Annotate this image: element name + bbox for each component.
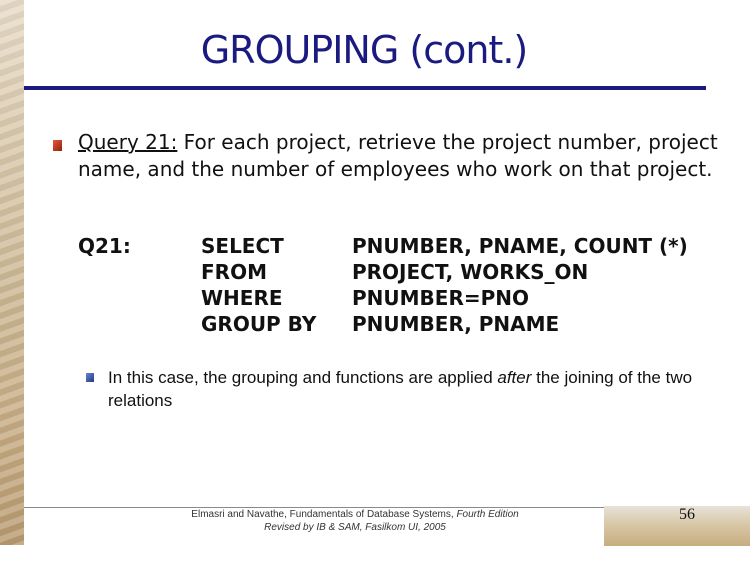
footer-citation-line1: Elmasri and Navathe, Fundamentals of Database Systems, [191,509,457,520]
footer-citation [160,508,550,534]
note-emphasis: after [497,368,532,387]
note-after: the joining of the two relations [108,368,693,410]
sql-keyword-select: SELECT [201,234,284,258]
footer-edition: Fourth Edition [456,509,519,520]
note-text [108,366,728,412]
page-number: 56 [679,506,695,523]
query-text: For each project, retrieve the project number, project name, and the number of employees who work on that project. [78,130,718,181]
bullet-icon [53,140,62,151]
sql-query-label: Q21: [78,234,131,258]
sql-from-list: PROJECT, WORKS_ON [352,260,589,284]
sql-where-condition: PNUMBER=PNO [352,286,530,310]
sql-keyword-where: WHERE [201,286,283,310]
title-underline [24,86,706,90]
sql-group-by-list: PNUMBER, PNAME [352,312,560,336]
background-sand-strip [0,0,24,545]
slide-title: GROUPING (cont.) [200,28,528,72]
note-before: In this case, the grouping and functions are applied [108,368,498,387]
sql-keyword-from: FROM [201,260,267,284]
sql-arguments [352,233,688,337]
sql-keywords [201,233,316,337]
query-label: Query 21: [78,130,178,154]
sub-bullet-icon [86,373,94,382]
sql-select-list: PNUMBER, PNAME, COUNT (*) [352,234,688,258]
query-description [78,129,718,183]
sql-keyword-group-by: GROUP BY [201,312,317,336]
footer-citation-line2: Revised by IB & SAM, Fasilkom UI, 2005 [264,522,446,533]
